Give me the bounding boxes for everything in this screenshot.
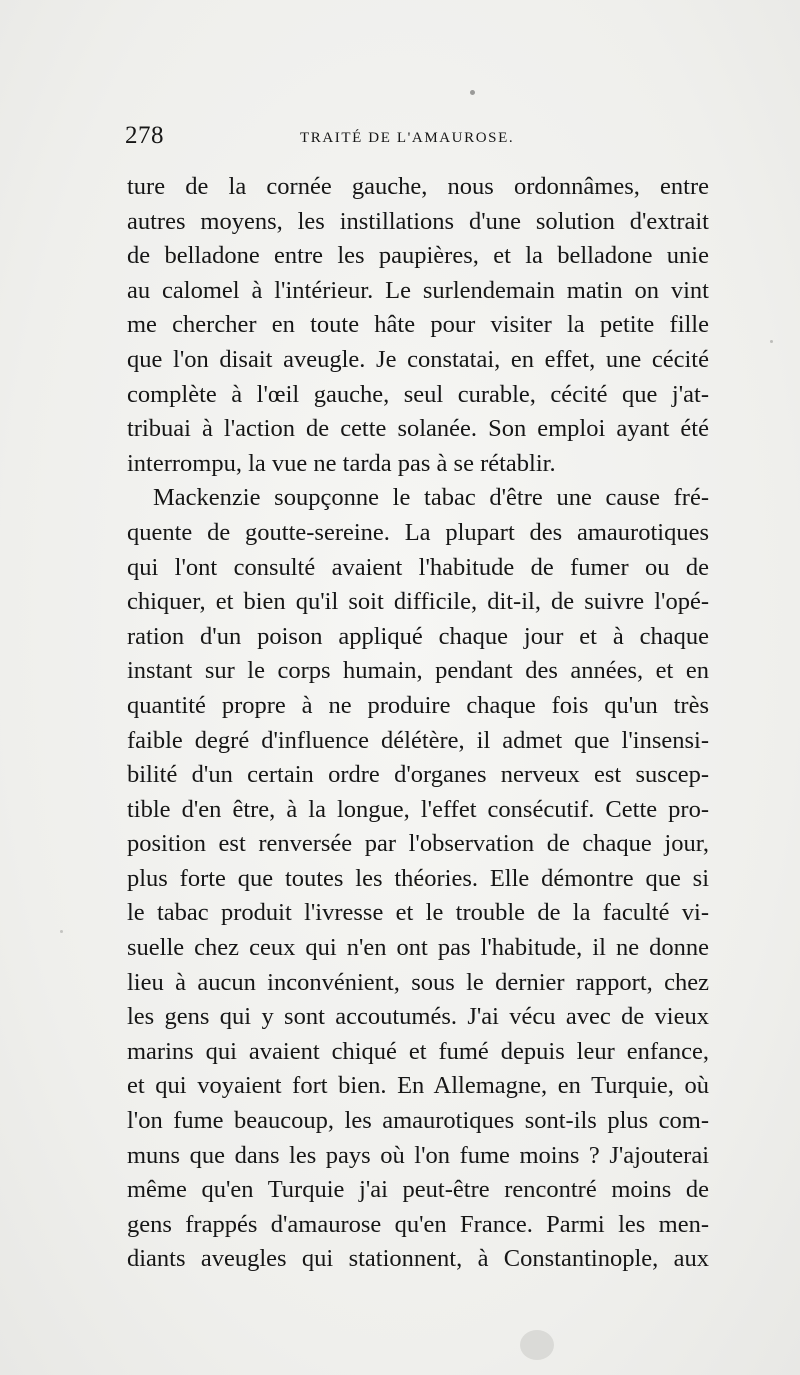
paper-speck [520, 1330, 554, 1360]
text-line: l'on fume beaucoup, les amaurotiques sont-ils plus com- [127, 1107, 709, 1135]
text-line: diants aveugles qui stationnent, à Constantinople, aux [127, 1245, 709, 1273]
text-line: quantité propre à ne produire chaque fois qu'un très [127, 691, 709, 719]
text-line: marins qui avaient chiqué et fumé depuis leur enfance, [127, 1037, 709, 1065]
page-number: 278 [125, 122, 164, 149]
text-line: lieu à aucun inconvénient, sous le dernier rapport, chez [127, 968, 709, 996]
text-line: tible d'en être, à la longue, l'effet consécutif. Cette pro- [127, 795, 709, 823]
text-line: autres moyens, les instillations d'une solution d'extrait [127, 207, 709, 235]
page-header [125, 122, 710, 162]
paper-speck [770, 340, 773, 343]
text-line: qui l'ont consulté avaient l'habitude de fumer ou de [127, 553, 709, 581]
paragraph-first-line: Mackenzie soupçonne le tabac d'être une cause fré- [153, 484, 709, 512]
text-line: complète à l'œil gauche, seul curable, cécité que j'at- [127, 380, 709, 408]
text-line: ration d'un poison appliqué chaque jour et à chaque [127, 622, 709, 650]
text-line: le tabac produit l'ivresse et le trouble de la faculté vi- [127, 899, 709, 927]
text-line: de belladone entre les paupières, et la belladone unie [127, 242, 709, 270]
text-line: faible degré d'influence délétère, il admet que l'insensi- [127, 726, 709, 754]
text-line: interrompu, la vue ne tarda pas à se rétablir. [127, 449, 556, 477]
text-line: gens frappés d'amaurose qu'en France. Parmi les men- [127, 1210, 709, 1238]
text-line: au calomel à l'intérieur. Le surlendemain matin on vint [127, 276, 709, 304]
text-line: muns que dans les pays où l'on fume moins ? J'ajouterai [127, 1141, 709, 1169]
text-line: même qu'en Turquie j'ai peut-être rencontré moins de [127, 1176, 709, 1204]
text-line: instant sur le corps humain, pendant des années, et en [127, 657, 709, 685]
running-title: TRAITÉ DE L'AMAUROSE. [300, 130, 515, 146]
text-line: plus forte que toutes les théories. Elle démontre que si [127, 864, 709, 892]
text-line: les gens qui y sont accoutumés. J'ai vécu avec de vieux [127, 1003, 709, 1031]
text-line: me chercher en toute hâte pour visiter la petite fille [127, 311, 709, 339]
text-line: bilité d'un certain ordre d'organes nerveux est suscep- [127, 761, 709, 789]
paper-speck [60, 930, 63, 933]
text-line: et qui voyaient fort bien. En Allemagne, en Turquie, où [127, 1072, 709, 1100]
text-line: tribuai à l'action de cette solanée. Son emploi ayant été [127, 415, 709, 443]
text-line: ture de la cornée gauche, nous ordonnâmes, entre [127, 173, 709, 200]
text-line: que l'on disait aveugle. Je constatai, en effet, une cécité [127, 345, 709, 373]
body-text [127, 170, 709, 1277]
text-line: quente de goutte-sereine. La plupart des amaurotiques [127, 518, 709, 546]
text-line: position est renversée par l'observation de chaque jour, [127, 830, 709, 858]
text-line: suelle chez ceux qui n'en ont pas l'habitude, il ne donne [127, 934, 709, 962]
text-line: chiquer, et bien qu'il soit difficile, dit-il, de suivre l'opé- [127, 588, 709, 616]
paper-speck [470, 90, 475, 95]
